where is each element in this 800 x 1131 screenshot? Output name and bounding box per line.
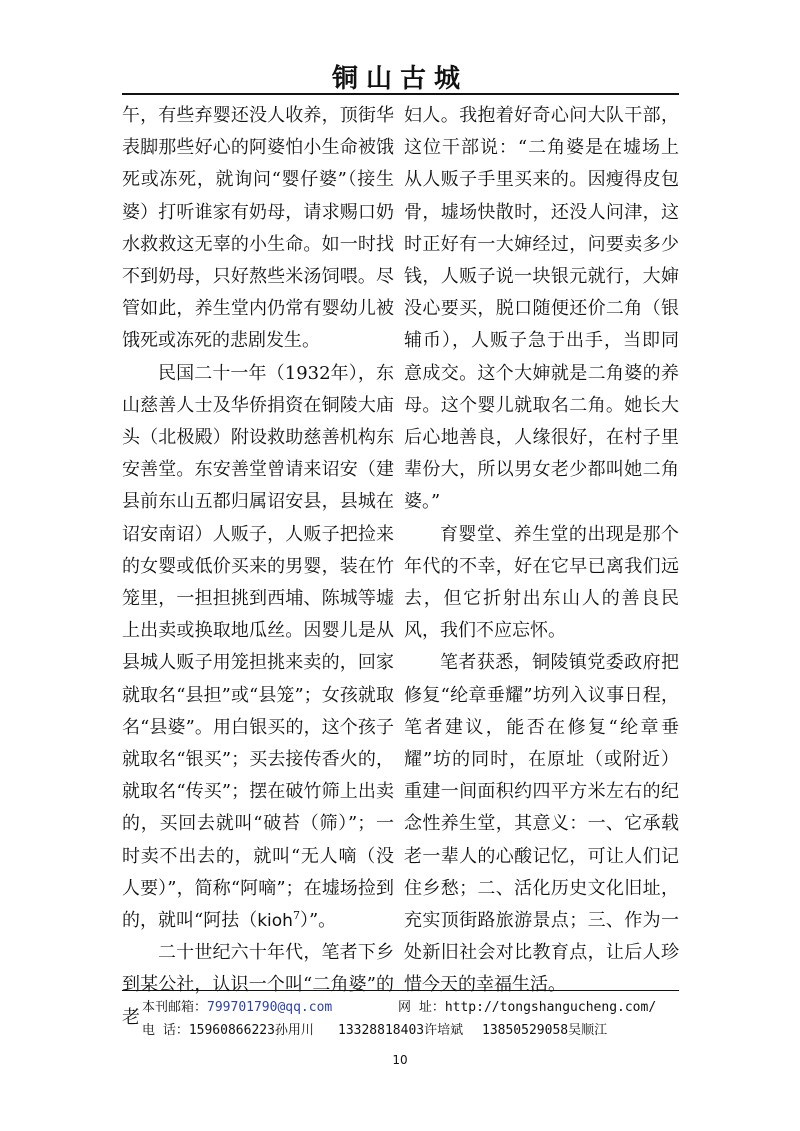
footer-phone-line	[142, 1019, 682, 1038]
paragraph	[122, 358, 394, 938]
email-label: 本刊邮箱：	[142, 1000, 208, 1015]
footer-contact-line	[142, 996, 682, 1015]
email-link[interactable]: 799701790@qq.com	[207, 1000, 333, 1015]
url-label: 网 址：	[398, 1000, 445, 1015]
romanization: kioh	[257, 911, 293, 932]
paragraph-text: 民国二十一年（1932年），东山慈善人士及华侨捐资在铜陵大庙头（北极殿）附设救助慈善机构东安善堂。东安善堂曾请来诏安（建县前东山五都归属诏安县，县城在诏安南诏）人贩子，人贩子把捡来的女婴或低价买来的男婴，装在竹笼里，一担担挑到西埔、陈城等墟上出卖或换取地瓜丝。因婴儿是从县城人贩子用笼担挑来卖的，回家就取名“县担”或“县笼”；女孩就取名“县婆”。用白银买的，这个孩子就取名“银买”；买去接传香火的，就取名“传买”；摆在破竹筛上出卖的，买回去就叫“破苔（筛）”；一时卖不出去的，就叫“无人嘀（没人要）”，简称“阿嘀”；在墟场捡到的，就叫“阿抾（	[122, 362, 394, 932]
contact-name: 吴顺江	[568, 1023, 608, 1038]
header-divider	[122, 93, 679, 95]
phone-number: 13328818403	[338, 1023, 425, 1038]
contact-name: 孙用川	[274, 1023, 314, 1038]
paragraph: 妇人。我抱着好奇心问大队干部，这位干部说：“二角婆是在墟场上从人贩子手里买来的。因瘦得皮包骨，墟场快散时，还没人问津，这时正好有一大婶经过，问要卖多少钱，人贩子说一块银元就行，大婶没心要买，脱口随便还价二角（银辅币），人贩子急于出手，当即同意成交。这个大婶就是二角婆的养母。这个婴儿就取名二角。她长大后心地善良，人缘很好，在村子里辈份大，所以男女老少都叫她二角婆。”	[404, 105, 679, 513]
phone-label: 电 话：	[142, 1023, 189, 1038]
paragraph: 午，有些弃婴还没人收养，顶街华表脚那些好心的阿婆怕小生命被饿死或冻死，就询问“婴仔婆”（接生婆）打听谁家有奶母，请求赐口奶水救救这无辜的小生命。如一时找不到奶母，只好熬些米汤饲喂。尽管如此，养生堂内仍常有婴幼儿被饿死或冻死的悲剧发生。	[122, 105, 394, 352]
paragraph: 笔者获悉，铜陵镇党委政府把修复“纶章垂耀”坊列入议事日程，笔者建议，能否在修复“纶章垂耀”坊的同时，在原址（或附近）重建一间面积约四平方米左右的纪念性养生堂，其意义：一、它承载老一辈人的心酸记忆，可让人们记住乡愁；二、活化历史文化旧址，充实顶街路旅游景点；三、作为一处新旧社会对比教育点，让后人珍惜今天的幸福生活。	[404, 652, 679, 996]
paragraph: 育婴堂、养生堂的出现是那个年代的不幸，好在它早已离我们远去，但它折射出东山人的善良民风，我们不应忘怀。	[404, 523, 679, 642]
right-column	[404, 100, 679, 1002]
url-link[interactable]: http://tongshangucheng.com/	[444, 1000, 657, 1015]
page-number: 10	[392, 1053, 408, 1067]
phone-number: 15960866223	[188, 1023, 275, 1038]
footer-divider	[122, 990, 679, 991]
tone-mark: 7	[292, 909, 300, 923]
paragraph: 二十世纪六十年代，笔者下乡到某公社，认识一个叫“二角婆”的老	[122, 942, 394, 1028]
paragraph-tail: ）”。	[299, 910, 337, 932]
publication-title: 铜山古城	[331, 64, 468, 94]
contact-name: 许培斌	[424, 1023, 464, 1038]
left-column	[122, 100, 394, 1034]
phone-number: 13850529058	[482, 1023, 569, 1038]
